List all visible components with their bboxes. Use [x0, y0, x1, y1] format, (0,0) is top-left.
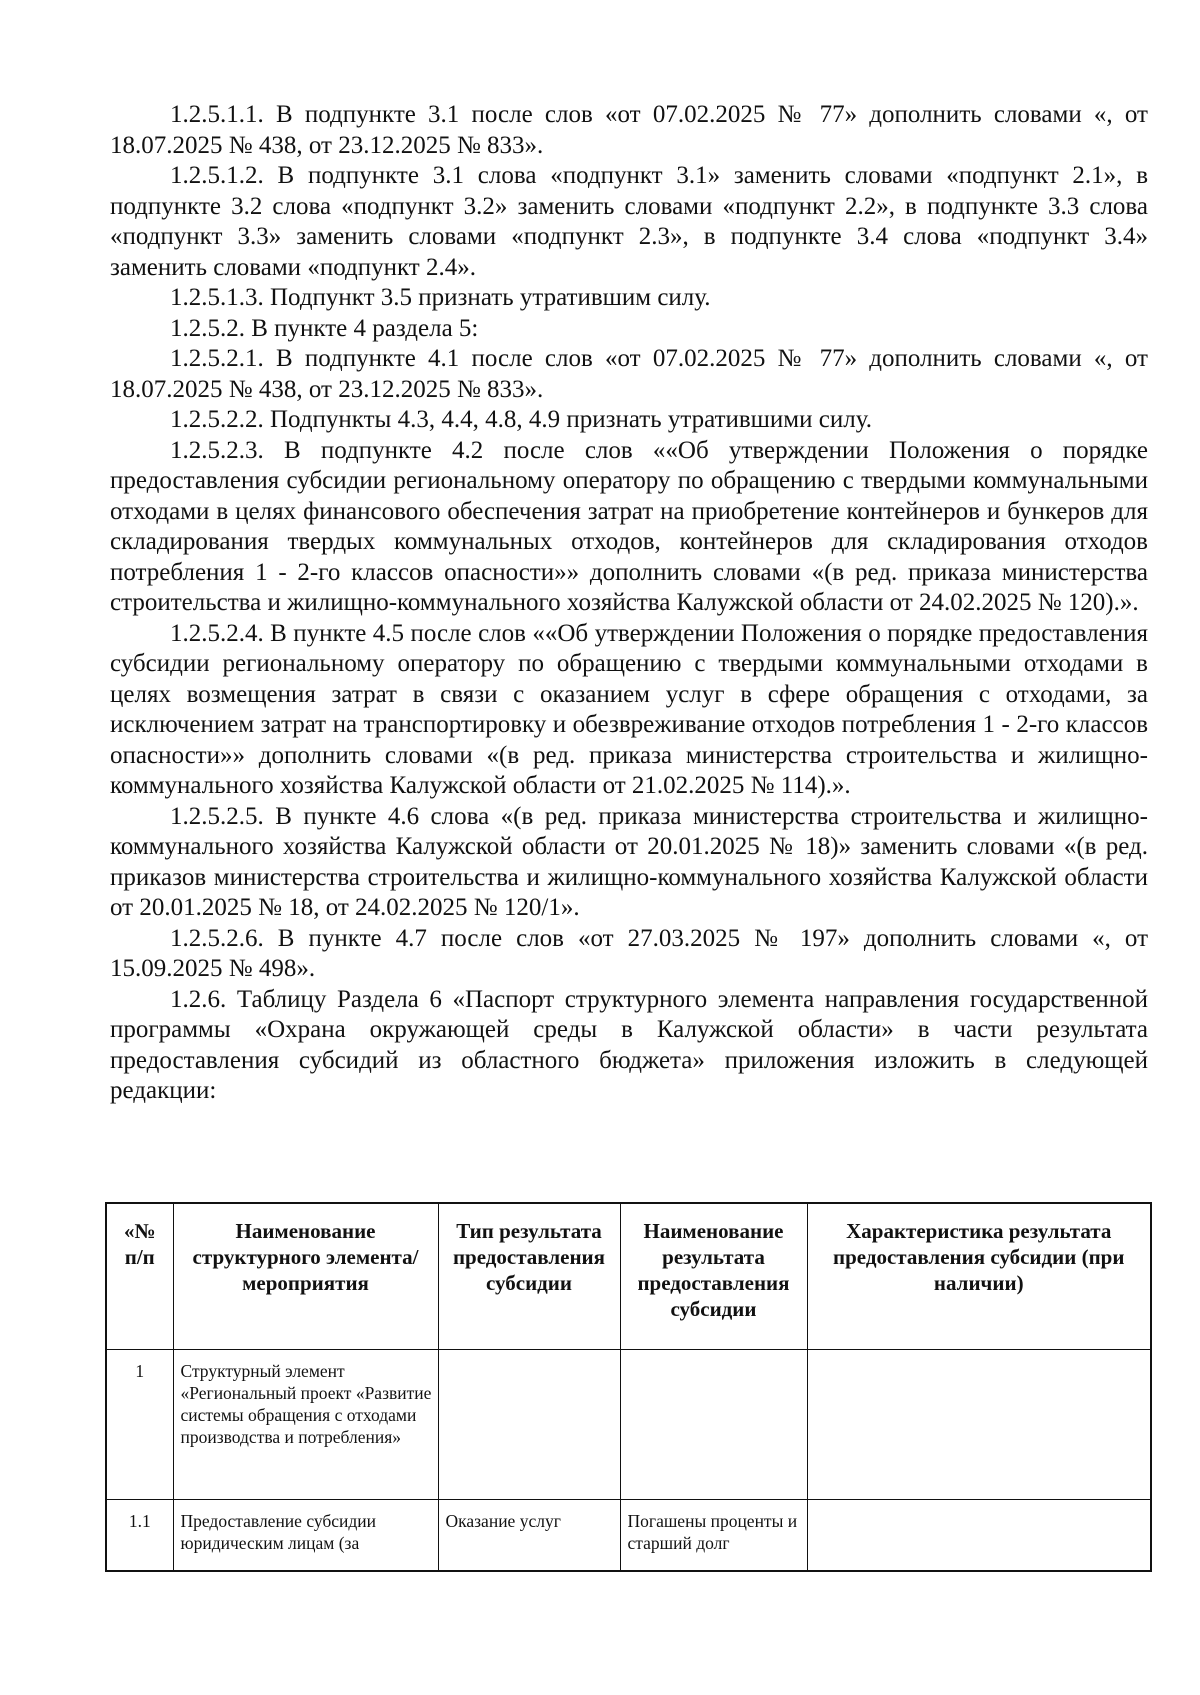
paragraph: 1.2.6. Таблицу Раздела 6 «Паспорт структурного элемента направления государственной программы «Охрана окружающей среды в Калужской области» в части результата предоставления субсидий из областного бюджета» приложения изложить в следующей редакции: [110, 985, 1148, 1104]
cell-number: 1 [106, 1349, 173, 1499]
document-body [110, 100, 1148, 1107]
cell-element-name: Структурный элемент «Региональный проект «Развитие системы обращения с отходами производства и потребления» [173, 1349, 438, 1499]
results-table [105, 1202, 1152, 1572]
paragraph: 1.2.5.2. В пункте 4 раздела 5: [170, 314, 479, 342]
paragraph: 1.2.5.2.3. В подпункте 4.2 после слов ««Об утверждении Положения о порядке предоставления субсидии региональному оператору по обращению с твердыми коммунальными отходами в целях финансового обеспечения затрат на приобретение контейнеров и бункеров для складирования твердых коммунальных отходов, контейнеров для складирования отходов потребления 1 - 2-го классов опасности»» дополнить словами «(в ред. приказа министерства строительства и жилищно-коммунального хозяйства Калужской области от 24.02.2025 № 120).». [110, 436, 1148, 616]
header-element-name: Наименование структурного элемента/мероприятия [173, 1203, 438, 1349]
cell-result-name [620, 1349, 807, 1499]
header-result-type: Тип результата предоставления субсидии [438, 1203, 620, 1349]
table-header-row [106, 1203, 1151, 1349]
header-result-name: Наименование результата предоставления субсидии [620, 1203, 807, 1349]
cell-result-name: Погашены проценты и старший долг [620, 1499, 807, 1571]
paragraph: 1.2.5.1.1. В подпункте 3.1 после слов «от 07.02.2025 № 77» дополнить словами «, от 18.07.2025 № 438, от 23.12.2025 № 833». [110, 101, 1148, 159]
cell-result-type: Оказание услуг [438, 1499, 620, 1571]
header-result-characteristic: Характеристика результата предоставления субсидии (при наличии) [807, 1203, 1151, 1349]
paragraph: 1.2.5.2.2. Подпункты 4.3, 4.4, 4.8, 4.9 признать утратившими силу. [170, 406, 872, 433]
header-number: «№ п/п [106, 1203, 173, 1349]
cell-result-characteristic [807, 1349, 1151, 1499]
paragraph: 1.2.5.2.5. В пункте 4.6 слова «(в ред. приказа министерства строительства и жилищно-коммунального хозяйства Калужской области от 20.01.2025 № 18)» заменить словами «(в ред. приказов министерства строительства и жилищно-коммунального хозяйства Калужской области от 20.01.2025 № 18, от 24.02.2025 № 120/1». [110, 802, 1148, 921]
cell-element-name: Предоставление субсидии юридическим лицам (за [173, 1499, 438, 1571]
paragraph: 1.2.5.2.4. В пункте 4.5 после слов ««Об утверждении Положения о порядке предоставления субсидии региональному оператору по обращению с твердыми коммунальными отходами в целях возмещения затрат в связи с оказанием услуг в сфере обращения с отходами, за исключением затрат на транспортировку и обезвреживание отходов потребления 1 - 2-го классов опасности»» дополнить словами «(в ред. приказа министерства строительства и жилищно-коммунального хозяйства Калужской области от 21.02.2025 № 114).». [110, 619, 1148, 799]
table-row [106, 1499, 1151, 1571]
cell-result-type [438, 1349, 620, 1499]
paragraph: 1.2.5.2.1. В подпункте 4.1 после слов «от 07.02.2025 № 77» дополнить словами «, от 18.07.2025 № 438, от 23.12.2025 № 833». [110, 345, 1148, 403]
cell-result-characteristic [807, 1499, 1151, 1571]
results-table-wrapper [105, 1202, 1150, 1572]
cell-number: 1.1 [106, 1499, 173, 1571]
paragraph: 1.2.5.2.6. В пункте 4.7 после слов «от 27.03.2025 № 197» дополнить словами «, от 15.09.2025 № 498». [110, 924, 1148, 982]
paragraph: 1.2.5.1.2. В подпункте 3.1 слова «подпункт 3.1» заменить словами «подпункт 2.1», в подпункте 3.2 слова «подпункт 3.2» заменить словами «подпункт 2.2», в подпункте 3.3 слова «подпункт 3.3» заменить словами «подпункт 2.3», в подпункте 3.4 слова «подпункт 3.4» заменить словами «подпункт 2.4». [110, 162, 1148, 281]
paragraph: 1.2.5.1.3. Подпункт 3.5 признать утратившим силу. [170, 284, 711, 311]
table-row [106, 1349, 1151, 1499]
